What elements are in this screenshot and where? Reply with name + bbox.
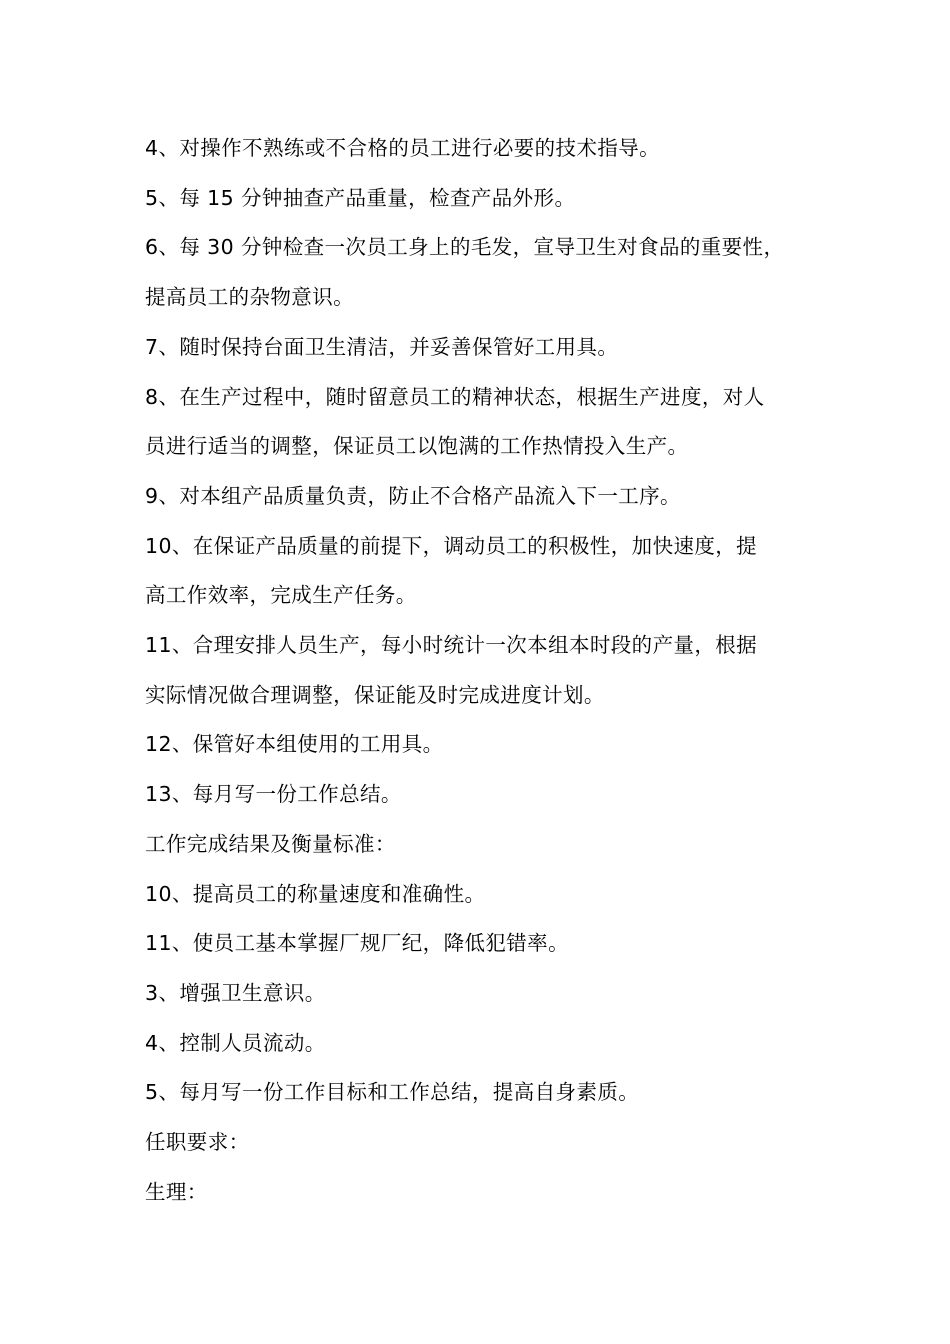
text-line: 13、每月写一份工作总结。: [145, 782, 402, 807]
section-heading: 任职要求：: [145, 1130, 250, 1155]
text-line: 4、对操作不熟练或不合格的员工进行必要的技术指导。: [145, 136, 661, 160]
text-line: 10、提高员工的称量速度和准确性。: [145, 881, 486, 906]
text-line: 5、每 15 分钟抽查产品重量，检查产品外形。: [145, 185, 576, 210]
text-line: 5、每月写一份工作目标和工作总结，提高自身素质。: [145, 1080, 640, 1105]
text-line: 12、保管好本组使用的工用具。: [145, 732, 444, 757]
text-line: 9、对本组产品质量负责，防止不合格产品流入下一工序。: [145, 483, 681, 508]
text-line: 11、合理安排人员生产，每小时统计一次本组本时段的产量，根据: [145, 633, 758, 658]
text-line: 高工作效率，完成生产任务。: [145, 583, 417, 608]
text-line: 提高员工的杂物意识。: [145, 285, 354, 310]
text-line: 实际情况做合理调整，保证能及时完成进度计划。: [145, 682, 605, 707]
section-heading: 工作完成结果及衡量标准：: [145, 831, 396, 856]
document-body: [145, 124, 835, 1217]
text-line: 10、在保证产品质量的前提下，调动员工的积极性，加快速度，提: [145, 533, 758, 558]
text-line: 员进行适当的调整，保证员工以饱满的工作热情投入生产。: [145, 434, 689, 459]
text-line: 3、增强卫生意识。: [145, 980, 326, 1005]
text-line: 6、每 30 分钟检查一次员工身上的毛发，宣导卫生对食品的重要性，: [145, 235, 785, 260]
text-line: 4、控制人员流动。: [145, 1030, 326, 1055]
text-line: 7、随时保持台面卫生清洁，并妥善保管好工用具。: [145, 334, 619, 359]
text-line: 11、使员工基本掌握厂规厂纪，降低犯错率。: [145, 931, 569, 956]
section-heading: 生理：: [145, 1179, 208, 1204]
text-line: 8、在生产过程中，随时留意员工的精神状态，根据生产进度，对人: [145, 384, 765, 409]
